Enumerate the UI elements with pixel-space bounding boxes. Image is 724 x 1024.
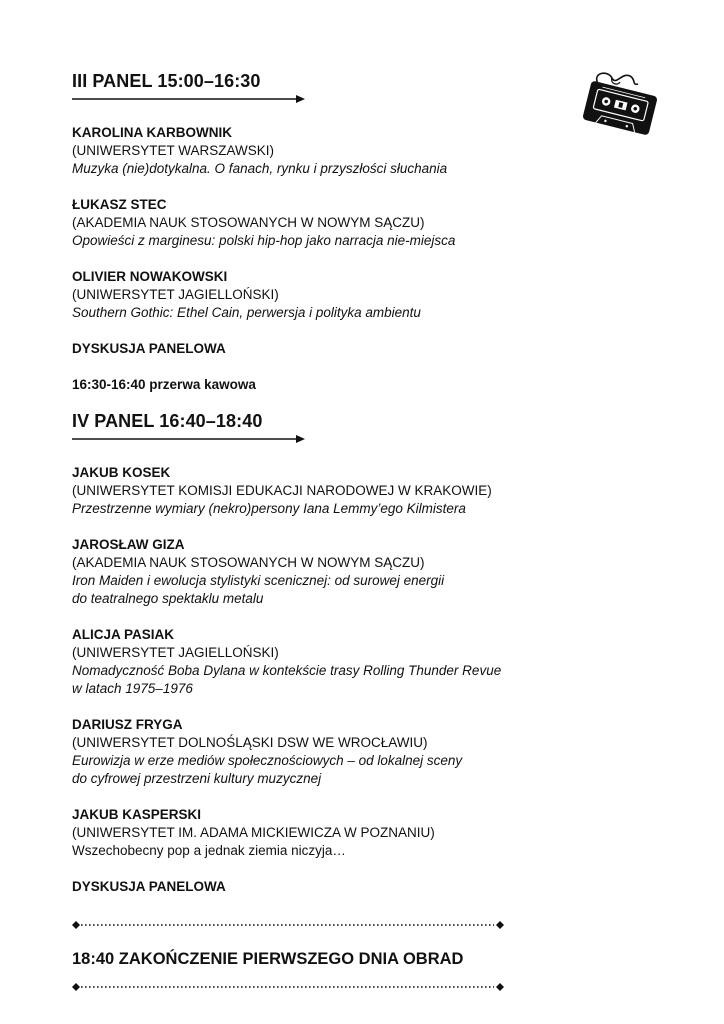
panel-4-title: IV PANEL 16:40–18:40: [72, 411, 263, 431]
panel-4-discussion: DYSKUSJA PANELOWA: [72, 879, 226, 894]
speaker-name: JAROSŁAW GIZA: [72, 537, 185, 552]
closing-title: 18:40 ZAKOŃCZENIE PIERWSZEGO DNIA OBRAD: [72, 950, 464, 968]
speaker-item: [72, 806, 672, 860]
speaker-name: ŁUKASZ STEC: [72, 197, 167, 212]
speaker-name: JAKUB KASPERSKI: [72, 807, 202, 822]
speaker-affiliation: (UNIWERSYTET KOMISJI EDUKACJI NARODOWEJ W KRAKOWIE): [72, 483, 492, 498]
cassette-tape-icon: [578, 68, 660, 138]
speaker-name: ALICJA PASIAK: [72, 627, 175, 642]
program-page: [72, 70, 672, 896]
speaker-name: JAKUB KOSEK: [72, 465, 171, 480]
speaker-affiliation: (UNIWERSYTET IM. ADAMA MICKIEWICZA W POZNANIU): [72, 825, 435, 840]
speaker-name: DARIUSZ FRYGA: [72, 717, 183, 732]
speaker-affiliation: (UNIWERSYTET WARSZAWSKI): [72, 143, 274, 158]
talk-title: Wszechobecny pop a jednak ziemia niczyja…: [72, 843, 346, 858]
talk-title: Przestrzenne wymiary (nekro)persony Iana Lemmy’ego Kilmistera: [72, 501, 466, 516]
dotted-divider-bottom: [72, 981, 504, 993]
speaker-name: KAROLINA KARBOWNIK: [72, 125, 232, 140]
speaker-item: [72, 716, 672, 788]
closing-block: [72, 918, 504, 998]
speaker-affiliation: (UNIWERSYTET DOLNOŚLĄSKI DSW WE WROCŁAWIU): [72, 735, 428, 750]
talk-title: Iron Maiden i ewolucja stylistyki scenicznej: od surowej energii do teatralnego spektaklu metalu: [72, 573, 445, 606]
panel-4-speakers: [72, 464, 672, 860]
speaker-item: [72, 196, 672, 250]
talk-title: Nomadyczność Boba Dylana w kontekście trasy Rolling Thunder Revue w latach 1975–1976: [72, 663, 502, 696]
coffee-break: 16:30-16:40 przerwa kawowa: [72, 377, 256, 392]
speaker-affiliation: (UNIWERSYTET JAGIELLOŃSKI): [72, 645, 279, 660]
arrow-right-icon: [72, 434, 306, 444]
speaker-item: [72, 464, 672, 518]
talk-title: Opowieści z marginesu: polski hip-hop jako narracja nie-miejsca: [72, 233, 456, 248]
speaker-affiliation: (AKADEMIA NAUK STOSOWANYCH W NOWYM SĄCZU): [72, 215, 425, 230]
speaker-item: [72, 536, 672, 608]
talk-title: Southern Gothic: Ethel Cain, perwersja i polityka ambientu: [72, 305, 421, 320]
speaker-item: [72, 268, 672, 322]
dotted-divider-top: [72, 919, 504, 931]
speaker-affiliation: (UNIWERSYTET JAGIELLOŃSKI): [72, 287, 279, 302]
speaker-name: OLIVIER NOWAKOWSKI: [72, 269, 228, 284]
arrow-right-icon: [72, 94, 306, 104]
speaker-affiliation: (AKADEMIA NAUK STOSOWANYCH W NOWYM SĄCZU): [72, 555, 425, 570]
talk-title: Muzyka (nie)dotykalna. O fanach, rynku i przyszłości słuchania: [72, 161, 448, 176]
panel-3-title: III PANEL 15:00–16:30: [72, 71, 261, 91]
speaker-item: [72, 626, 672, 698]
talk-title: Eurowizja w erze mediów społecznościowych – od lokalnej sceny do cyfrowej przestrzeni kultury muzycznej: [72, 753, 463, 786]
panel-3-speakers: [72, 124, 672, 322]
panel-4-header: [72, 410, 672, 444]
panel-3-discussion: DYSKUSJA PANELOWA: [72, 341, 226, 356]
